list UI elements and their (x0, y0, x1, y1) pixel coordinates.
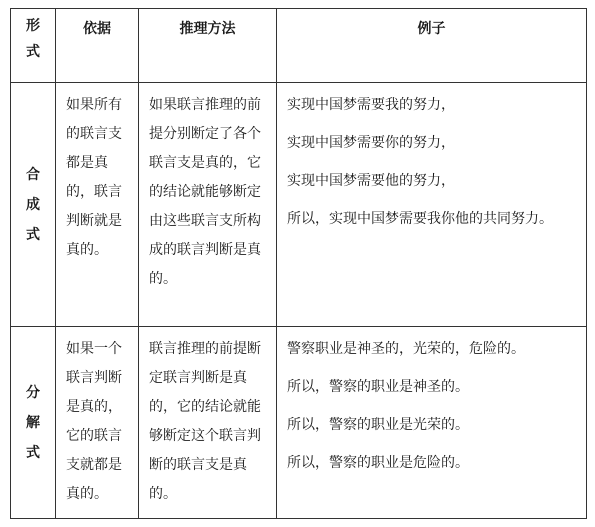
table-row (11, 327, 587, 519)
table-row (11, 83, 587, 327)
example-line: 所以，实现中国梦需要我你他的共同努力。 (287, 211, 553, 227)
form-label: 分 解 式 (26, 384, 40, 461)
form-cell (11, 83, 56, 327)
form-label: 合 成 式 (26, 166, 40, 243)
example-line: 警察职业是神圣的，光荣的，危险的。 (287, 341, 525, 357)
basis-cell: 如果一个联言判断是真的，它的联言支就都是真的。 (56, 327, 139, 519)
example-line: 所以，警察的职业是神圣的。 (287, 379, 469, 395)
reasoning-table (10, 8, 587, 519)
example-line: 所以，警察的职业是光荣的。 (287, 417, 469, 433)
header-form-text: 形 式 (26, 18, 40, 60)
header-example: 例子 (277, 9, 587, 83)
header-method: 推理方法 (139, 9, 277, 83)
header-form (11, 9, 56, 83)
method-cell: 联言推理的前提断定联言判断是真的，它的结论就能够断定这个联言判断的联言支是真的。 (139, 327, 277, 519)
header-row (11, 9, 587, 83)
example-line: 实现中国梦需要你的努力， (287, 135, 455, 151)
example-cell (277, 83, 587, 327)
example-cell (277, 327, 587, 519)
basis-cell: 如果所有的联言支都是真的，联言判断就是真的。 (56, 83, 139, 327)
method-cell: 如果联言推理的前提分别断定了各个联言支是真的，它的结论就能够断定由这些联言支所构成的联言判断是真的。 (139, 83, 277, 327)
header-basis: 依据 (56, 9, 139, 83)
example-line: 实现中国梦需要他的努力， (287, 173, 455, 189)
form-cell (11, 327, 56, 519)
example-line: 实现中国梦需要我的努力， (287, 97, 455, 113)
example-line: 所以，警察的职业是危险的。 (287, 455, 469, 471)
